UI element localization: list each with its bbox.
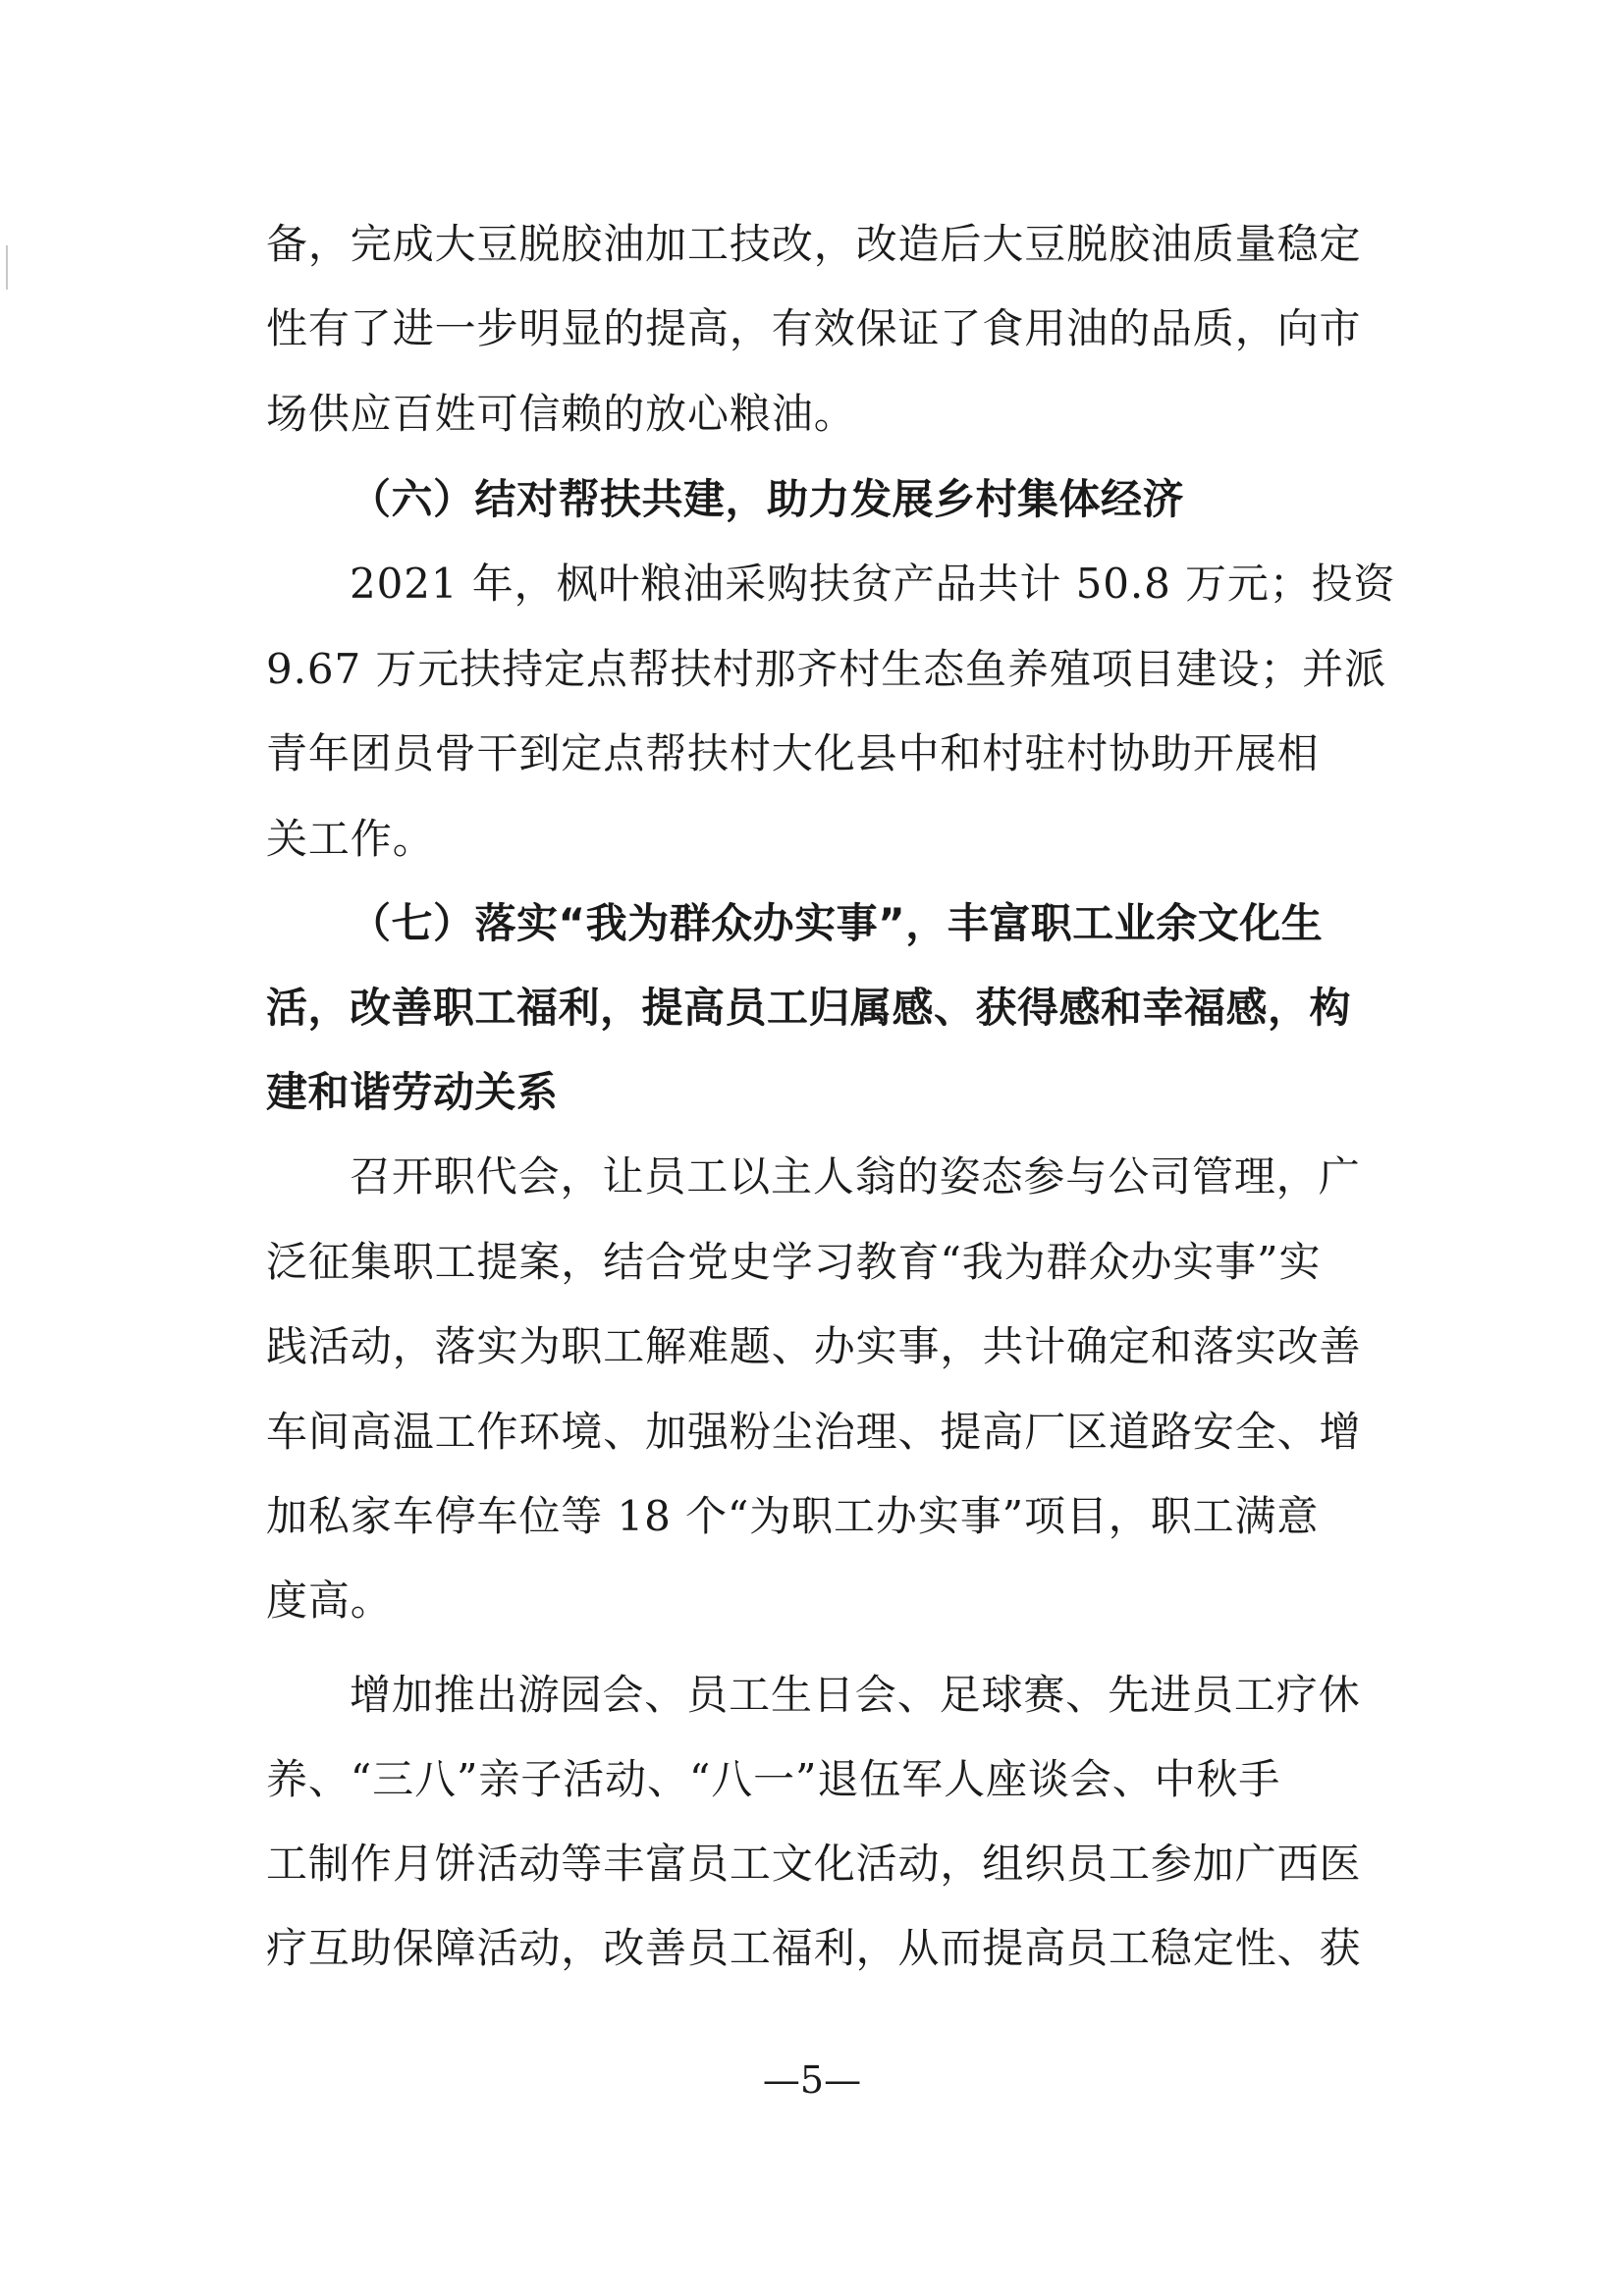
- section-heading-7-line-2: 活，改善职工福利，提高员工归属感、获得感和幸福感，构: [266, 984, 1352, 1032]
- section-heading-7-line-1: （七）落实“我为群众办实事”，丰富职工业余文化生: [350, 899, 1324, 947]
- body-line-21: 疗互助保障活动，改善员工福利，从而提高员工稳定性、获: [266, 1924, 1362, 1972]
- body-line-5: 2021 年，枫叶粮油采购扶贫产品共计 50.8 万元；投资: [350, 560, 1396, 608]
- scan-edge-mark: [6, 245, 8, 290]
- section-heading-6: （六）结对帮扶共建，助力发展乡村集体经济: [350, 475, 1185, 523]
- page-number: —5—: [762, 2058, 862, 2102]
- body-line-16: 加私家车停车位等 18 个“为职工办实事”项目，职工满意: [266, 1492, 1320, 1540]
- body-line-17: 度高。: [266, 1576, 393, 1625]
- section-heading-7-line-3: 建和谐劳动关系: [266, 1068, 559, 1116]
- body-line-18: 增加推出游园会、员工生日会、足球赛、先进员工疗休: [350, 1671, 1361, 1719]
- body-line-20: 工制作月饼活动等丰富员工文化活动，组织员工参加广西医: [266, 1840, 1362, 1888]
- body-line-15: 车间高温工作环境、加强粉尘治理、提高厂区道路安全、增: [266, 1408, 1362, 1456]
- body-line-7: 青年团员骨干到定点帮扶村大化县中和村驻村协助开展相: [266, 729, 1320, 777]
- body-line-2: 性有了进一步明显的提高，有效保证了食用油的品质，向市: [266, 304, 1362, 352]
- body-line-1: 备，完成大豆脱胶油加工技改，改造后大豆脱胶油质量稳定: [266, 220, 1362, 268]
- body-line-14: 践活动，落实为职工解难题、办实事，共计确定和落实改善: [266, 1322, 1362, 1370]
- body-line-19: 养、“三八”亲子活动、“八一”退伍军人座谈会、中秋手: [266, 1755, 1281, 1803]
- body-line-6: 9.67 万元扶持定点帮扶村那齐村生态鱼养殖项目建设；并派: [266, 645, 1386, 693]
- body-line-13: 泛征集职工提案，结合党史学习教育“我为群众办实事”实: [266, 1238, 1322, 1286]
- body-line-12: 召开职代会，让员工以主人翁的姿态参与公司管理，广: [350, 1152, 1361, 1201]
- body-line-3: 场供应百姓可信赖的放心粮油。: [266, 390, 856, 438]
- body-line-8: 关工作。: [266, 815, 435, 863]
